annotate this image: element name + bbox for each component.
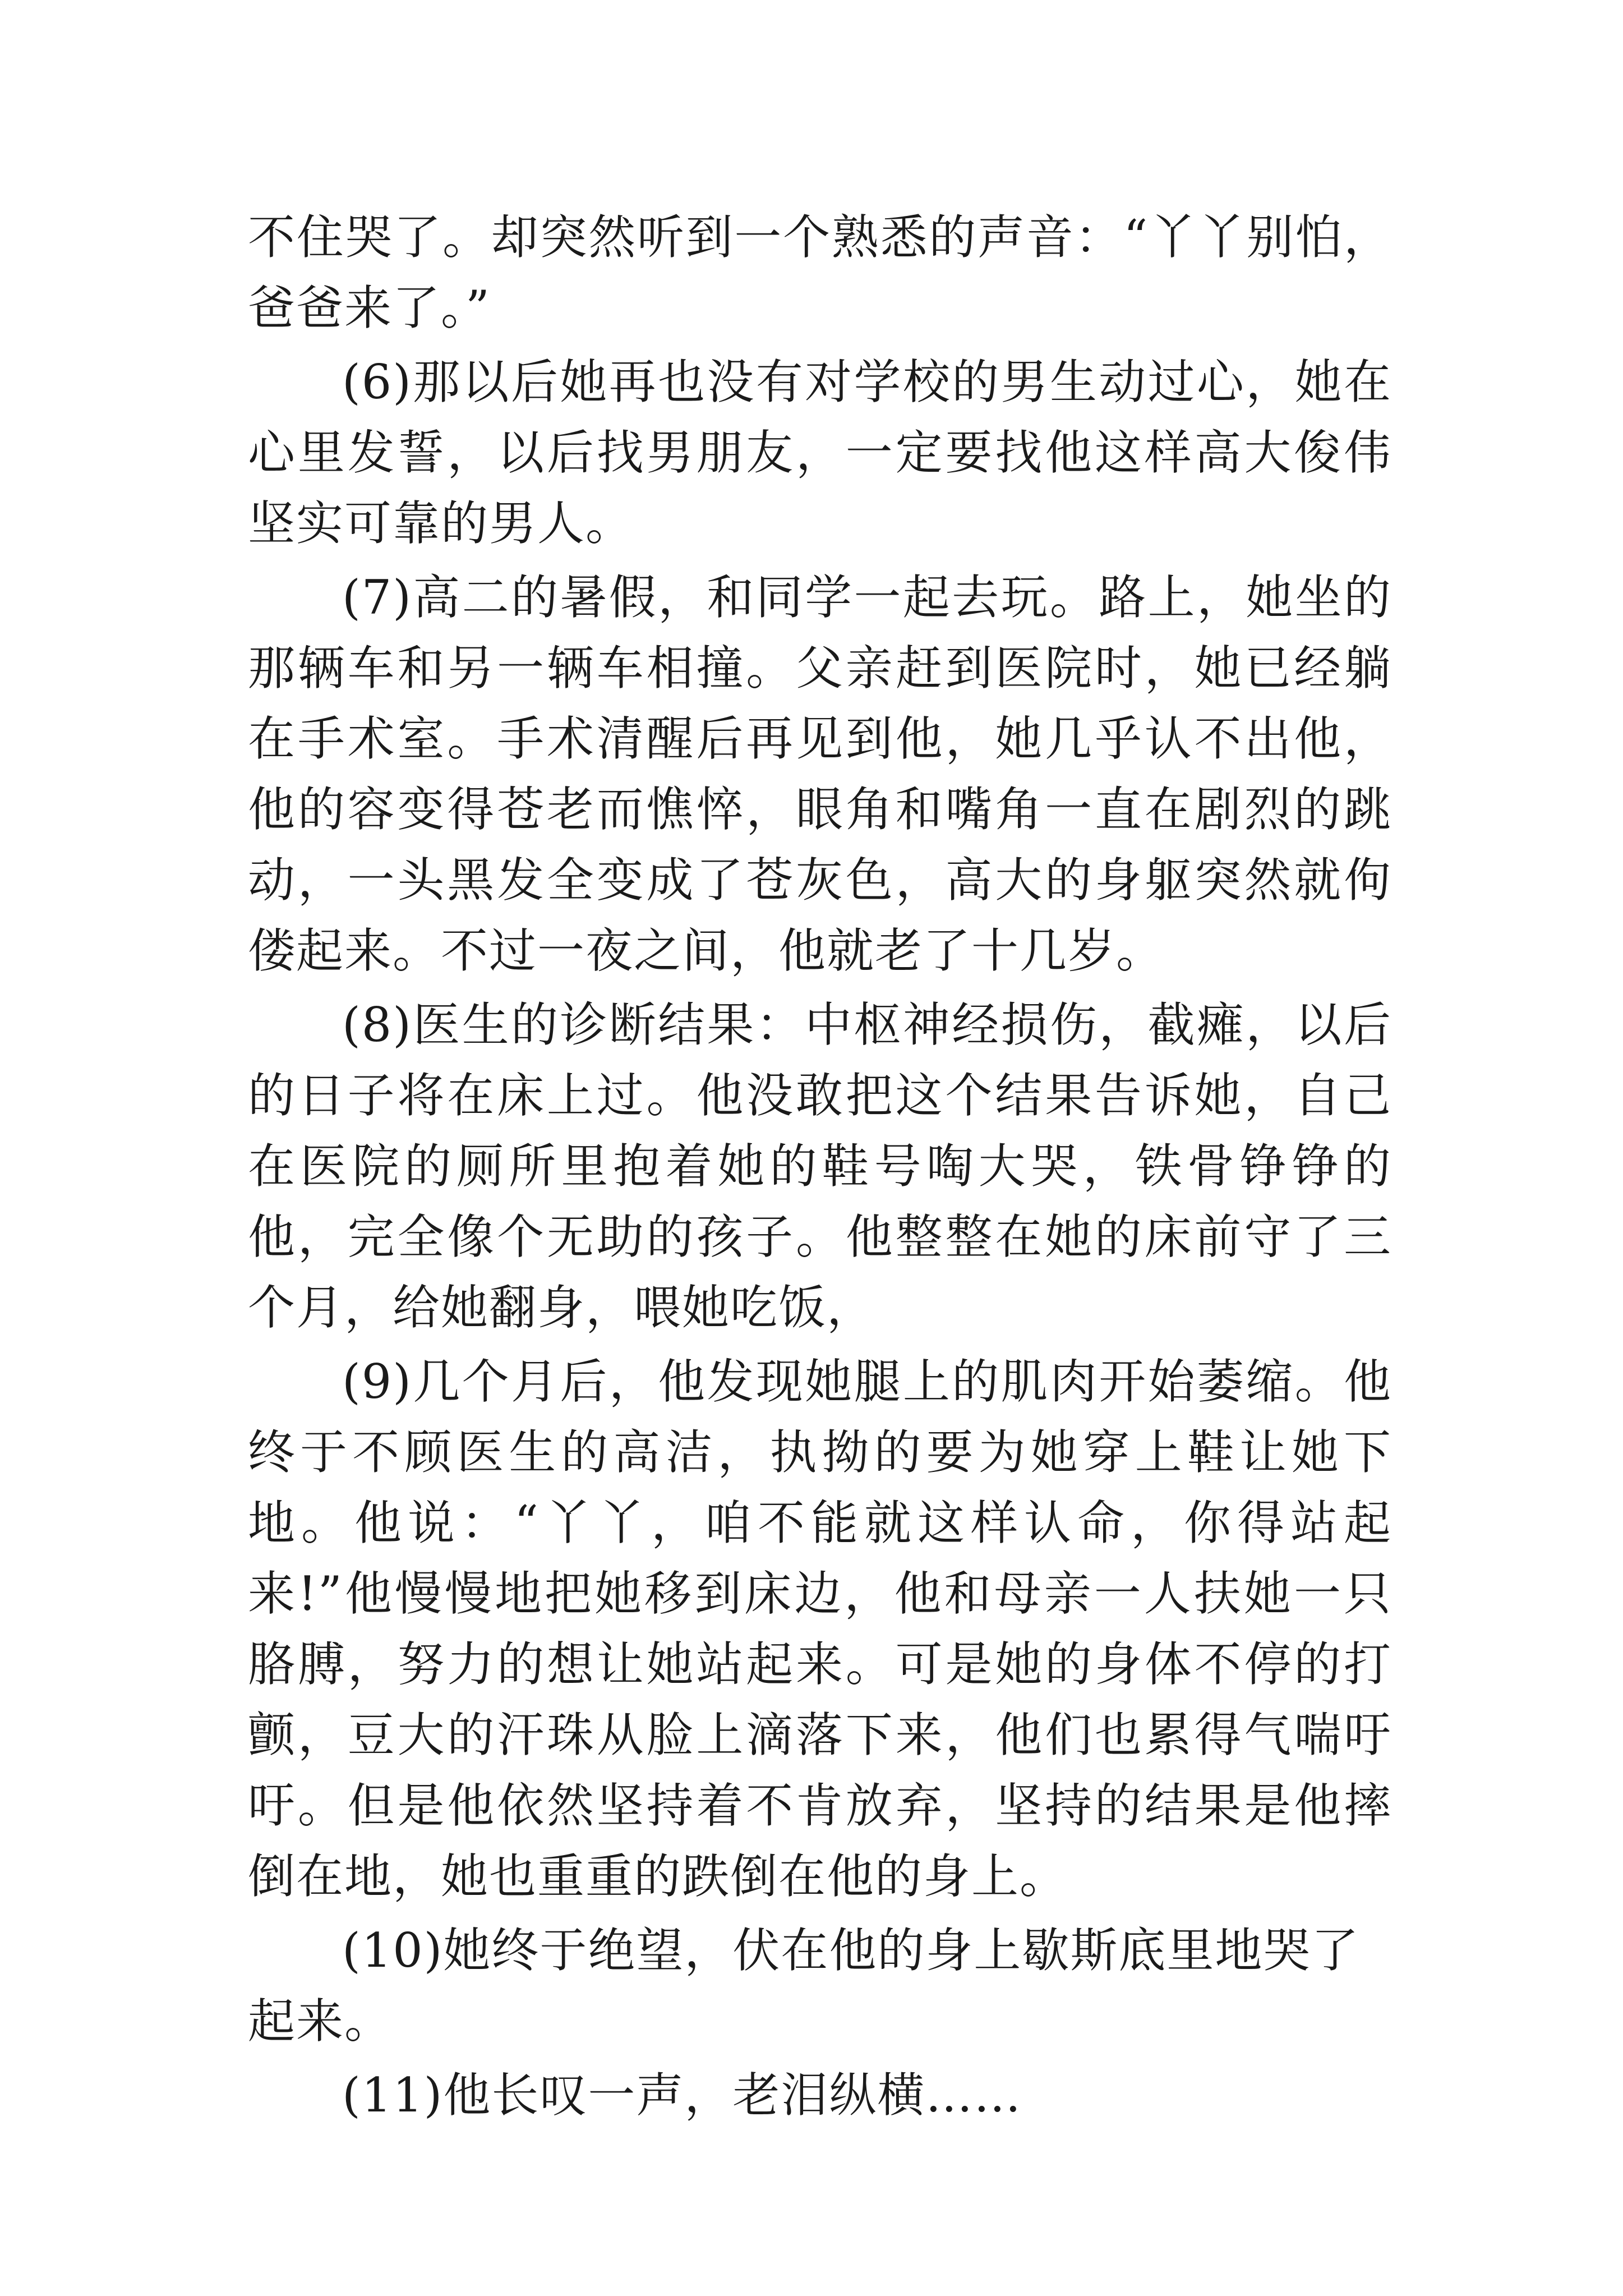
paragraph-11: (11)他长叹一声，老泪纵横…… bbox=[342, 2068, 1022, 2123]
paragraph-continuation: 不住哭了。却突然听到一个熟悉的声音：“丫丫别怕，爸爸来了。” bbox=[248, 210, 1392, 335]
paragraph-10: (10)她终于绝望，伏在他的身上歇斯底里地哭了起来。 bbox=[248, 1923, 1360, 2049]
paragraph-9: (9)几个月后，他发现她腿上的肌肉开始萎缩。他终于不顾医生的高洁，执拗的要为她穿上鞋让她下地。他说：“丫丫，咱不能就这样认命，你得站起来!”他慢慢地把她移到床边，他和母亲一人扶她一只胳膊，努力的想让她站起来。可是她的身体不停的打颤，豆大的汗珠从脸上滴落下来，他们也累得气喘吁吁。但是他依然坚持着不肯放弃，坚持的结果是他摔倒在地，她也重重的跌倒在他的身上。 bbox=[248, 1354, 1392, 1904]
paragraph-6: (6)那以后她再也没有对学校的男生动过心，她在心里发誓，以后找男朋友，一定要找他这样高大俊伟坚实可靠的男人。 bbox=[248, 355, 1392, 551]
paragraph-8: (8)医生的诊断结果：中枢神经损伤，截瘫，以后的日子将在床上过。他没敢把这个结果告诉她，自己在医院的厕所里抱着她的鞋号啕大哭，铁骨铮铮的他，完全像个无助的孩子。他整整在她的床前守了三个月，给她翻身，喂她吃饭， bbox=[248, 997, 1392, 1335]
paragraph-7: (7)高二的暑假，和同学一起去玩。路上，她坐的那辆车和另一辆车相撞。父亲赶到医院时，她已经躺在手术室。手术清醒后再见到他，她几乎认不出他，他的容变得苍老而憔悴，眼角和嘴角一直在剧烈的跳动，一头黑发全变成了苍灰色，高大的身躯突然就佝偻起来。不过一夜之间，他就老了十几岁。 bbox=[248, 570, 1392, 978]
article-body bbox=[248, 202, 1392, 2134]
